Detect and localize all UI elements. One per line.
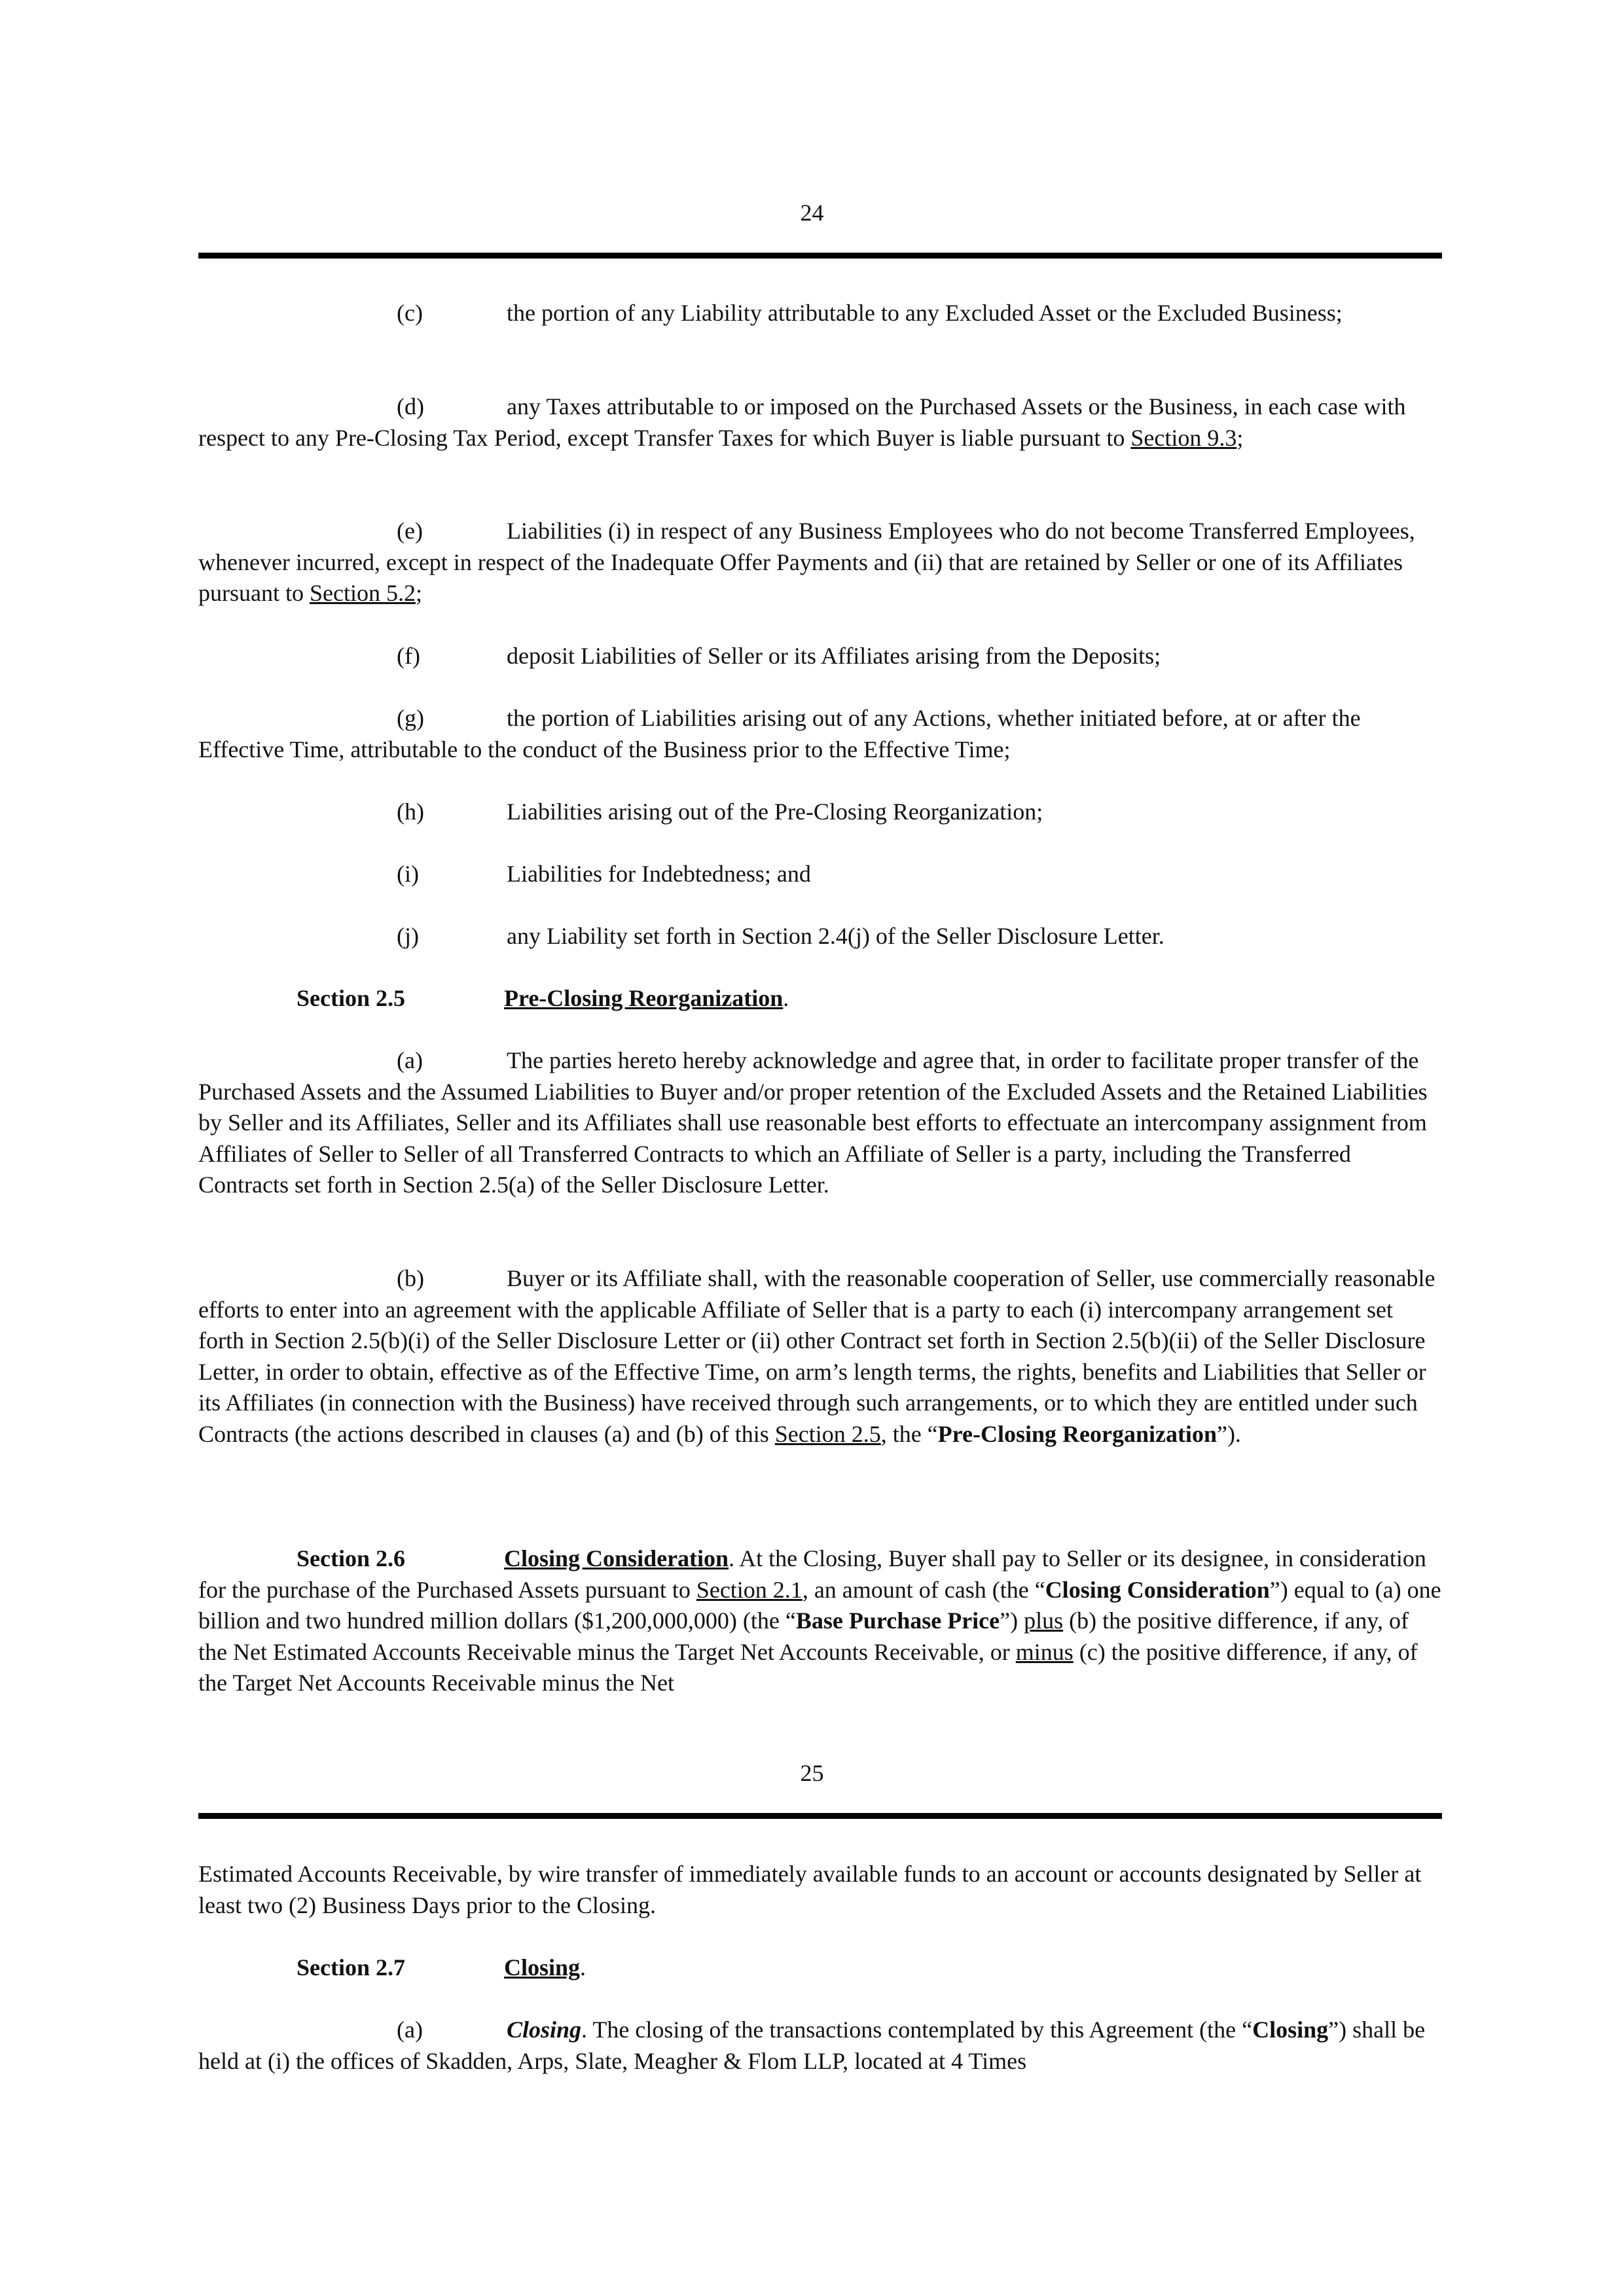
section-text: (b) the positive difference, if any, of the Net Estimated Accounts Receivable minus the Target Net Accounts Receivable, or xyxy=(198,1607,1409,1665)
section-2-7-heading xyxy=(198,1952,1442,1984)
clause-label: (g) xyxy=(397,705,424,731)
clause-text: the portion of Liabilities arising out of any Actions, whether initiated before, at or after the Effective Time, attributable to the conduct of the Business prior to the Effective Time; xyxy=(198,705,1361,762)
clause-text: , the “ xyxy=(880,1420,938,1447)
section-text: . At the Closing, Buyer shall pay to Seller or its designee, in consideration for the purchase of the Purchased Assets pursuant to xyxy=(198,1545,1426,1603)
clause-label: (e) xyxy=(397,518,423,544)
continued-text: Estimated Accounts Receivable, by wire transfer of immediately available funds to an account or accounts designated by Seller at least two (2) Business Days prior to the Closing. xyxy=(198,1861,1422,1918)
clause-text: Buyer or its Affiliate shall, with the reasonable cooperation of Seller, use commercially reasonable efforts to enter into an agreement with the applicable Affiliate of Seller that is a party to each (i) intercompany arrangement set forth in Section 2.5(b)(i) of the Seller Disclosure Letter or (ii) other Contract set forth in Section 2.5(b)(ii) of the Seller Disclosure Letter, in order to obtain, effective as of the Effective Time, on arm’s length terms, the rights, benefits and Liabilities that Seller or its Affiliates (in connection with the Business) have received through such arrangements, or to which they are entitled under such Contracts (the actions described in clauses (a) and (b) of this xyxy=(198,1265,1435,1447)
clause-text: the portion of any Liability attributable to any Excluded Asset or the Excluded Business; xyxy=(507,300,1343,326)
clause-label: (f) xyxy=(397,643,420,669)
clause-g xyxy=(198,703,1442,765)
clause-label: (a) xyxy=(397,1047,423,1073)
section-2-7-a xyxy=(198,2015,1442,2077)
header-rule xyxy=(198,1813,1442,1819)
clause-j xyxy=(198,921,1442,952)
clause-label: (h) xyxy=(397,798,424,825)
clause-text: ”) shall be held at (i) the offices of Skadden, Arps, Slate, Meagher & Flom LLP, located at 4 Times xyxy=(198,2017,1426,2074)
clause-text: The parties hereto hereby acknowledge and agree that, in order to facilitate proper transfer of the Purchased Assets and the Assumed Liabilities to Buyer and/or proper retention of the Excluded Assets and the Retained Liabilities by Seller and its Affiliates, Seller and its Affiliates shall use reasonable best efforts to effectuate an intercompany assignment from Affiliates of Seller to Seller of all Transferred Contracts to which an Affiliate of Seller is a party, including the Transferred Contracts set forth in Section 2.5(a) of the Seller Disclosure Letter. xyxy=(198,1047,1428,1198)
section-link[interactable]: Section 5.2 xyxy=(309,580,416,606)
clause-c xyxy=(198,298,1442,329)
section-text: , an amount of cash (the “ xyxy=(802,1576,1045,1603)
section-2-5-b xyxy=(198,1263,1442,1450)
underlined-word: minus xyxy=(1015,1638,1074,1665)
section-text: ”) xyxy=(1000,1607,1024,1634)
section-2-6-continued xyxy=(198,1859,1442,1921)
clause-label: (b) xyxy=(397,1265,424,1291)
section-link[interactable]: Section 2.1 xyxy=(696,1576,803,1603)
clause-text: any Liability set forth in Section 2.4(j) of the Seller Disclosure Letter. xyxy=(507,923,1164,949)
clause-heading: Closing xyxy=(507,2017,582,2043)
clause-label: (d) xyxy=(397,393,424,420)
section-text: ”) equal to (a) one billion and two hundred million dollars ($1,200,000,000) (the “ xyxy=(198,1576,1441,1634)
section-link[interactable]: Section 2.5 xyxy=(774,1420,881,1447)
clause-text: . The closing of the transactions contemplated by this Agreement (the “ xyxy=(581,2017,1253,2043)
section-title: Closing Consideration xyxy=(504,1545,729,1571)
defined-term: Closing xyxy=(1252,2017,1329,2043)
section-end: . xyxy=(783,985,789,1011)
clause-end: ”). xyxy=(1216,1420,1241,1447)
section-number: Section 2.6 xyxy=(297,1545,405,1571)
section-2-5-a xyxy=(198,1045,1442,1201)
clause-label: (c) xyxy=(397,300,423,326)
underlined-word: plus xyxy=(1024,1607,1064,1634)
header-rule xyxy=(198,253,1442,259)
clause-text: Liabilities for Indebtedness; and xyxy=(507,861,811,887)
clause-d xyxy=(198,391,1442,454)
clause-text: Liabilities arising out of the Pre-Closing Reorganization; xyxy=(507,798,1043,825)
section-number: Section 2.5 xyxy=(297,985,405,1011)
clause-e xyxy=(198,516,1442,609)
clause-text: Liabilities (i) in respect of any Business Employees who do not become Transferred Employees, whenever incurred, except in respect of the Inadequate Offer Payments and (ii) that are retained by Seller or one of its Affiliates pursuant to xyxy=(198,518,1415,606)
clause-label: (j) xyxy=(397,923,419,949)
section-2-5-heading xyxy=(198,983,1442,1014)
clause-label: (a) xyxy=(397,2017,423,2043)
clause-end: ; xyxy=(1236,424,1244,451)
section-title: Closing xyxy=(504,1954,581,1981)
section-number: Section 2.7 xyxy=(297,1954,405,1981)
page-number: 25 xyxy=(800,1760,824,1786)
section-2-6 xyxy=(198,1543,1442,1699)
section-title: Pre-Closing Reorganization xyxy=(504,985,784,1011)
clause-text: any Taxes attributable to or imposed on the Purchased Assets or the Business, in each case with respect to any Pre-Closing Tax Period, except Transfer Taxes for which Buyer is liable pursuant to xyxy=(198,393,1406,451)
page-number: 24 xyxy=(800,200,824,226)
clause-label: (i) xyxy=(397,861,419,887)
defined-term: Pre-Closing Reorganization xyxy=(937,1420,1217,1447)
defined-term: Closing Consideration xyxy=(1045,1576,1270,1603)
section-text: (c) the positive difference, if any, of the Target Net Accounts Receivable minus the Net xyxy=(198,1638,1418,1696)
clause-end: ; xyxy=(415,580,422,606)
defined-term: Base Purchase Price xyxy=(795,1607,1000,1634)
clause-f xyxy=(198,641,1442,672)
section-end: . xyxy=(580,1954,586,1981)
clause-text: deposit Liabilities of Seller or its Affiliates arising from the Deposits; xyxy=(507,643,1161,669)
section-link[interactable]: Section 9.3 xyxy=(1130,424,1237,451)
clause-h xyxy=(198,797,1442,828)
clause-i xyxy=(198,859,1442,890)
